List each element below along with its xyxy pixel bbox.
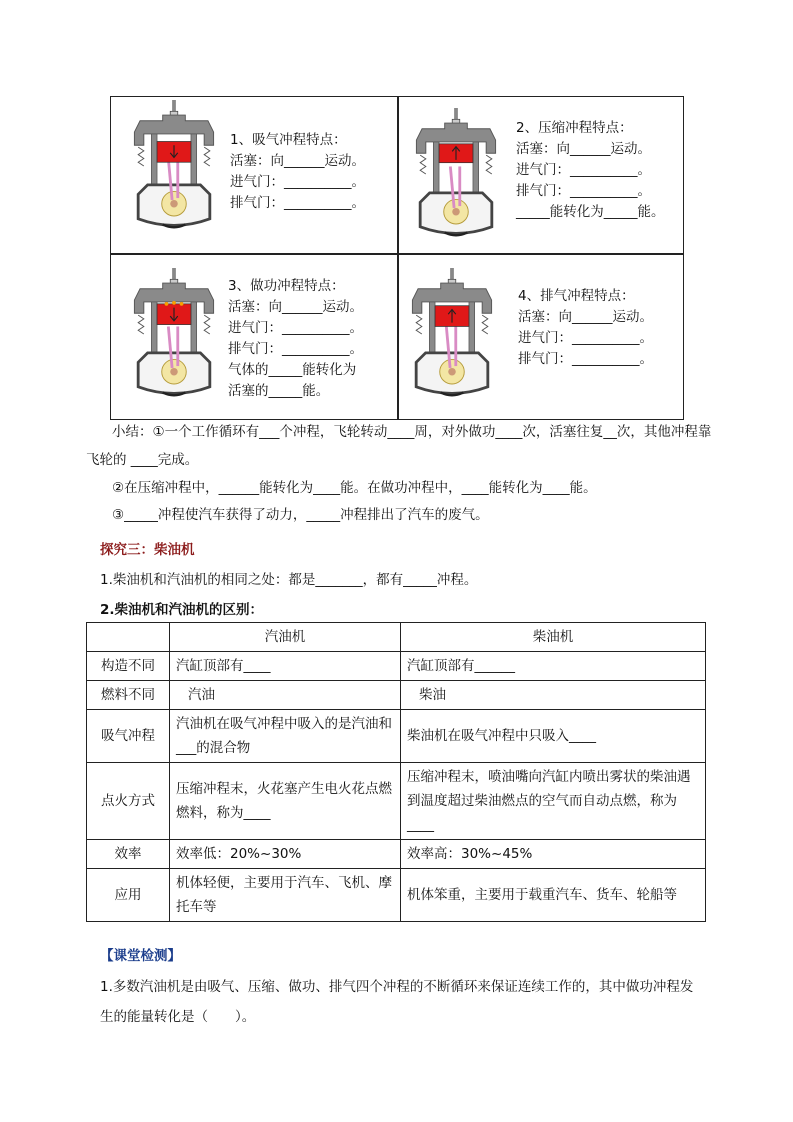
summary-line-4: ③_____冲程使汽车获得了动力，_____冲程排出了汽车的废气。 xyxy=(112,507,489,523)
table-row xyxy=(87,681,706,710)
table-cell: 柴油 xyxy=(401,681,706,710)
table-row xyxy=(87,763,706,840)
summary-line-3: ②在压缩冲程中，______能转化为____能。在做功冲程中，____能转化为____能。 xyxy=(112,480,597,496)
power-line: 活塞：向______运动。 xyxy=(228,299,363,315)
question-difference: 2.柴油机和汽油机的区别： xyxy=(100,602,264,618)
table-cell: 吸气冲程 xyxy=(87,710,170,763)
table-cell: 压缩冲程末，喷油嘴向汽缸内喷出雾状的柴油遇到温度超过柴油燃点的空气而自动点燃，称为____ xyxy=(401,763,706,840)
exhaust-stroke-notes xyxy=(518,286,653,370)
intake-line: 1、吸气冲程特点： xyxy=(230,132,347,148)
table-cell: 效率 xyxy=(87,840,170,869)
intake-stroke-notes xyxy=(230,130,365,214)
comparison-table xyxy=(86,622,706,922)
power-line: 活塞的_____能。 xyxy=(228,383,330,399)
table-cell: 机体笨重，主要用于载重汽车、货车、轮船等 xyxy=(401,869,706,922)
grid-divider-vertical xyxy=(397,97,399,419)
table-row xyxy=(87,710,706,763)
table-cell: 点火方式 xyxy=(87,763,170,840)
intake-line: 进气门：__________。 xyxy=(230,174,365,190)
exhaust-line: 进气门：__________。 xyxy=(518,330,653,346)
grid-divider-horizontal xyxy=(111,253,683,255)
table-cell: 机体轻便，主要用于汽车、飞机、摩托车等 xyxy=(170,869,401,922)
table-header-cell: 柴油机 xyxy=(401,623,706,652)
compression-stroke-notes xyxy=(516,118,665,223)
table-cell: 压缩冲程末，火花塞产生电火花点燃燃料，称为____ xyxy=(170,763,401,840)
table-cell: 构造不同 xyxy=(87,652,170,681)
compression-line: 进气门：__________。 xyxy=(516,162,651,178)
exhaust-line: 4、排气冲程特点： xyxy=(518,288,635,304)
check-question-1-line-1: 1.多数汽油机是由吸气、压缩、做功、排气四个冲程的不断循环来保证连续工作的，其中做功冲程发 xyxy=(100,979,694,995)
power-stroke-engine-diagram xyxy=(128,268,220,400)
table-header-cell: 汽油机 xyxy=(170,623,401,652)
intake-stroke-engine-diagram xyxy=(128,100,220,232)
compression-stroke-engine-diagram xyxy=(410,108,502,240)
question-similarity: 1.柴油机和汽油机的相同之处：都是_______，都有_____冲程。 xyxy=(100,572,478,588)
exhaust-line: 活塞：向______运动。 xyxy=(518,309,653,325)
table-header-row xyxy=(87,623,706,652)
compression-line: 排气门：__________。 xyxy=(516,183,651,199)
table-cell: 汽油 xyxy=(170,681,401,710)
table-cell: 燃料不同 xyxy=(87,681,170,710)
table-cell: 效率低：20%~30% xyxy=(170,840,401,869)
table-cell: 汽缸顶部有______ xyxy=(401,652,706,681)
section-title: 探究三：柴油机 xyxy=(100,542,195,558)
power-line: 排气门：__________。 xyxy=(228,341,363,357)
classroom-check-title: 【课堂检测】 xyxy=(100,948,181,964)
compression-line: 活塞：向______运动。 xyxy=(516,141,651,157)
power-stroke-notes xyxy=(228,276,363,402)
table-row xyxy=(87,869,706,922)
check-question-1-line-2: 生的能量转化是（ ）。 xyxy=(100,1009,256,1025)
table-row xyxy=(87,840,706,869)
power-line: 3、做功冲程特点： xyxy=(228,278,345,294)
table-cell: 应用 xyxy=(87,869,170,922)
summary-line-2: 飞轮的 ____完成。 xyxy=(86,452,199,468)
table-cell: 汽油机在吸气冲程中吸入的是汽油和___的混合物 xyxy=(170,710,401,763)
compression-line: 2、压缩冲程特点： xyxy=(516,120,633,136)
exhaust-line: 排气门：__________。 xyxy=(518,351,653,367)
power-line: 进气门：__________。 xyxy=(228,320,363,336)
summary-line-1: 小结：①一个工作循环有___个冲程，飞轮转动____周，对外做功____次，活塞往复__次，其他冲程靠 xyxy=(112,424,712,440)
exhaust-stroke-engine-diagram xyxy=(406,268,498,400)
power-line: 气体的_____能转化为 xyxy=(228,362,357,378)
compression-line: _____能转化为_____能。 xyxy=(516,204,665,220)
table-cell: 效率高：30%~45% xyxy=(401,840,706,869)
intake-line: 排气门：__________。 xyxy=(230,195,365,211)
table-row xyxy=(87,652,706,681)
table-cell: 汽缸顶部有____ xyxy=(170,652,401,681)
table-cell: 柴油机在吸气冲程中只吸入____ xyxy=(401,710,706,763)
table-header-cell xyxy=(87,623,170,652)
intake-line: 活塞：向______运动。 xyxy=(230,153,365,169)
